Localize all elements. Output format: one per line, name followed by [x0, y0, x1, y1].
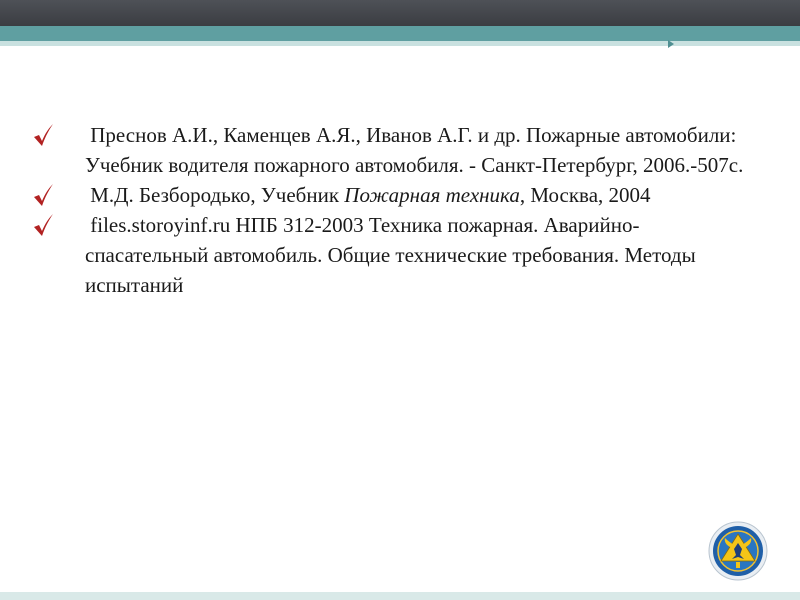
reference-book-title: Пожарная техника [344, 183, 520, 207]
header-accent-line [0, 41, 800, 46]
reference-text-suffix: , Москва, 2004 [519, 183, 651, 207]
header-bar [0, 0, 800, 26]
header-accent-band [0, 26, 800, 41]
reference-text: Преснов А.И., Каменцев А.Я., Иванов А.Г. и др. Пожарные автомобили: Учебник водителя пожарного автомобиля. - Санкт-Петербург, 2006.-507с. [85, 123, 744, 177]
emergency-ministry-emblem-icon [708, 521, 768, 581]
reference-text: files.storoyinf.ru НПБ 312-2003 Техника пожарная. Аварийно-спасательный автомобиль. Общие технические требования. Методы испытаний [85, 213, 701, 297]
footer-strip [0, 592, 800, 600]
check-mark-icon [32, 183, 54, 207]
list-item [26, 120, 756, 180]
reference-text-prefix: М.Д. Безбородько, Учебник [85, 183, 345, 207]
triangle-marker-icon [668, 40, 674, 48]
check-mark-icon [32, 123, 54, 147]
list-item [26, 180, 756, 210]
check-mark-icon [32, 213, 54, 237]
list-item [26, 210, 756, 300]
reference-list [26, 120, 756, 300]
reference-text [85, 183, 651, 207]
